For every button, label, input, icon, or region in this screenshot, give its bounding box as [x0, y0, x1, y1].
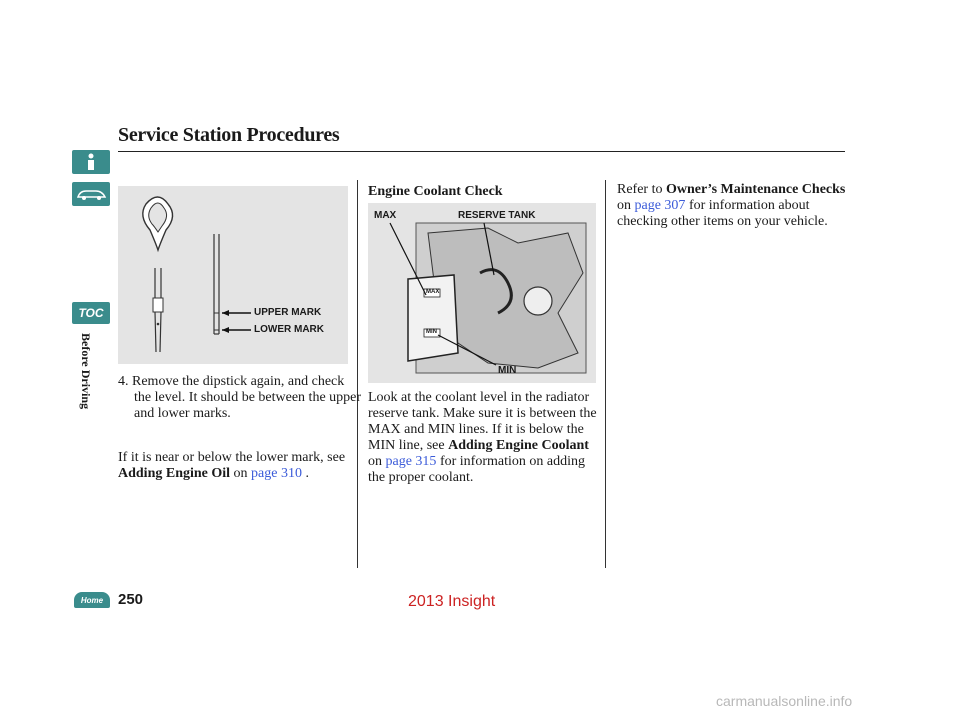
coolant-end-text: for information on adding the proper coolant.	[368, 454, 585, 485]
lower-mark-label: LOWER MARK	[254, 324, 324, 335]
toc-button[interactable]: TOC	[72, 302, 110, 324]
oil-on-text: on	[233, 466, 248, 481]
min-label: MIN	[498, 365, 517, 376]
page-307-link[interactable]: page 307	[634, 198, 686, 213]
coolant-heading: Engine Coolant Check	[368, 184, 503, 199]
vehicle-button[interactable]	[72, 182, 110, 206]
info-icon	[72, 150, 110, 174]
owners-maintenance-checks-ref: Owner’s Maintenance Checks	[665, 182, 846, 197]
car-icon	[72, 182, 110, 206]
refer-end-text: for information about checking other items on your vehicle.	[617, 198, 828, 229]
title-rule	[118, 151, 845, 152]
upper-mark-label: UPPER MARK	[254, 307, 322, 318]
section-tab	[79, 333, 93, 413]
coolant-text: Look at the coolant level in the radiator reserve tank. Make sure it is between the MAX and MIN lines. If it is below the MIN line, see	[368, 390, 597, 453]
oil-end-text: .	[305, 466, 309, 481]
coolant-tank-illustration	[368, 203, 596, 383]
coolant-figure	[368, 203, 596, 383]
refer-text: Refer to	[617, 182, 663, 197]
page-310-link[interactable]: page 310	[251, 466, 302, 481]
tank-min-text: MIN	[426, 329, 437, 335]
page-title: Service Station Procedures	[118, 124, 340, 146]
adding-engine-coolant-ref: Adding Engine Coolant	[448, 438, 589, 453]
refer-on-text: on	[617, 198, 631, 213]
adding-engine-oil-ref: Adding Engine Oil	[118, 466, 231, 481]
coolant-paragraph	[368, 390, 600, 486]
section-label: Before Driving	[79, 333, 93, 410]
column-divider-2	[605, 180, 606, 568]
oil-paragraph	[118, 450, 354, 482]
home-button[interactable]: Home	[74, 592, 110, 608]
site-footer: carmanualsonline.info	[716, 693, 853, 709]
page-315-link[interactable]: page 315	[385, 454, 437, 469]
reserve-tank-label: RESERVE TANK	[458, 210, 536, 221]
page-number: 250	[118, 591, 144, 608]
max-label: MAX	[374, 210, 397, 221]
oil-text: If it is near or below the lower mark, see	[118, 450, 346, 465]
coolant-on-text: on	[368, 454, 382, 469]
tank-max-text: MAX	[426, 289, 440, 295]
step-4-text: 4. Remove the dipstick again, and check the level. It should be between the upper and lower marks.	[118, 374, 362, 421]
dipstick-figure	[118, 186, 348, 364]
dipstick-illustration	[118, 186, 348, 364]
refer-paragraph	[617, 182, 849, 230]
info-button[interactable]	[72, 150, 110, 174]
watermark: 2013 Insight	[408, 593, 496, 610]
